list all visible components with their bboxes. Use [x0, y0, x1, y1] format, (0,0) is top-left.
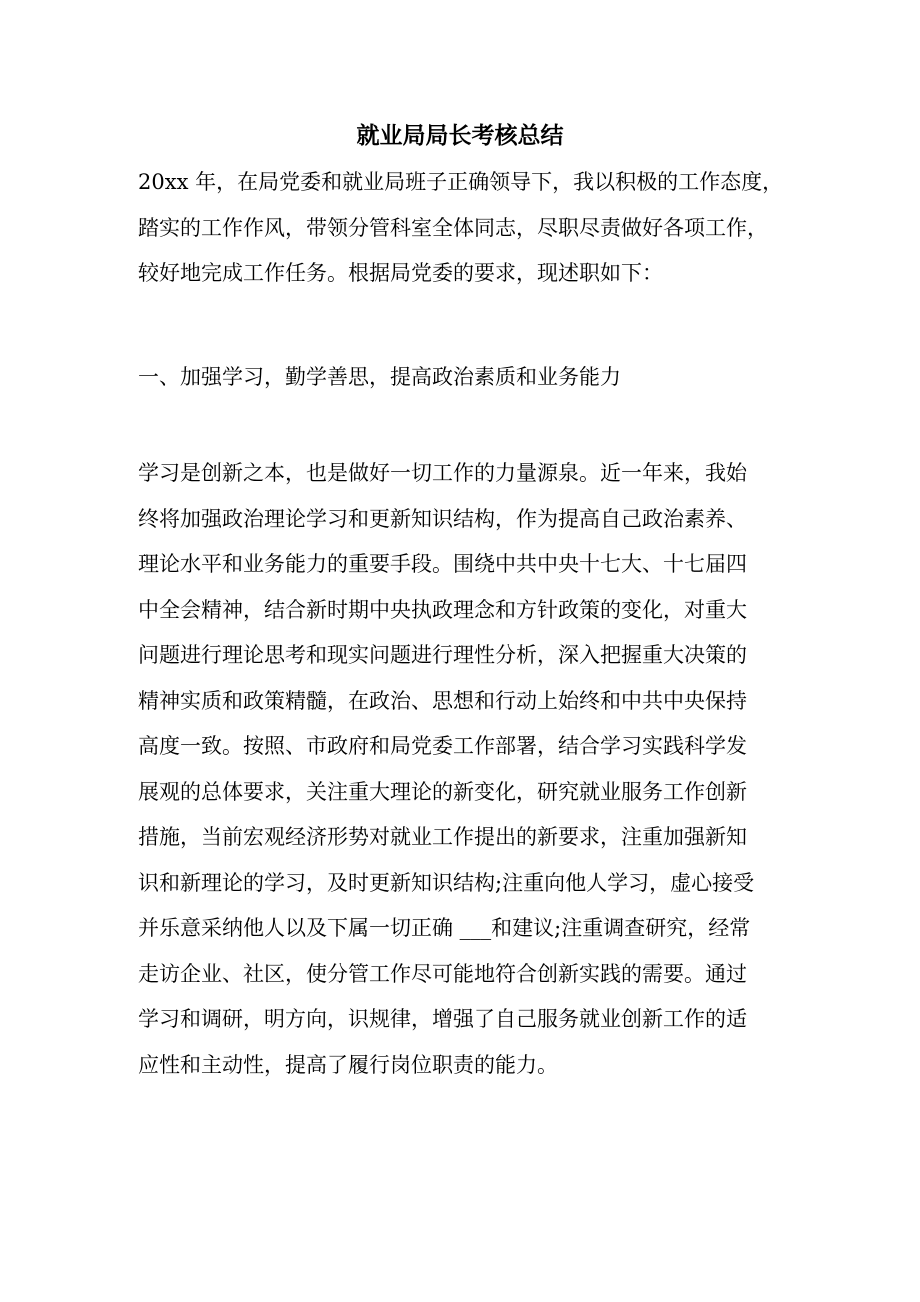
body-line: 学习是创新之本，也是做好一切工作的力量源泉。近一年来，我始 [138, 461, 747, 485]
intro-line: 踏实的工作作风，带领分管科室全体同志，尽职尽责做好各项工作， [138, 215, 768, 240]
body-line: 理论水平和业务能力的重要手段。围绕中共中央十七大、十七届四 [138, 552, 747, 576]
body-line: 问题进行理论思考和现实问题进行理性分析，深入把握重大决策的 [138, 643, 747, 667]
intro-line: 较好地完成工作任务。根据局党委的要求，现述职如下： [138, 261, 663, 285]
body-line: 措施，当前宏观经济形势对就业工作提出的新要求，注重加强新知 [138, 825, 747, 849]
section-body-paragraph [138, 451, 788, 1088]
body-line: 终将加强政治理论学习和更新知识结构，作为提高自己政治素养、 [138, 506, 747, 531]
intro-line: 20xx 年，在局党委和就业局班子正确领导下，我以积极的工作态度， [138, 170, 784, 194]
document-title: 就业局局长考核总结 [356, 122, 564, 149]
section-heading [138, 355, 788, 401]
body-line: 走访企业、社区，使分管工作尽可能地符合创新实践的需要。通过 [138, 961, 747, 986]
body-line: 精神实质和政策精髓，在政治、思想和行动上始终和中共中央保持 [138, 688, 747, 713]
body-line: 应性和主动性，提高了履行岗位职责的能力。 [138, 1052, 558, 1077]
body-line: 中全会精神，结合新时期中央执政理念和方针政策的变化，对重大 [138, 597, 747, 622]
body-line: 高度一致。按照、市政府和局党委工作部署，结合学习实践科学发 [138, 734, 747, 758]
body-line: 学习和调研，明方向，识规律，增强了自己服务就业创新工作的适 [138, 1007, 747, 1031]
intro-paragraph [138, 160, 788, 297]
body-line: 识和新理论的学习，及时更新知识结构;注重向他人学习，虚心接受 [138, 870, 755, 895]
body-line: 并乐意采纳他人以及下属一切正确 ___和建议;注重调查研究，经常 [138, 916, 751, 940]
section-heading-text: 一、加强学习，勤学善思，提高政治素质和业务能力 [138, 365, 621, 389]
body-line: 展观的总体要求，关注重大理论的新变化，研究就业服务工作创新 [138, 779, 747, 804]
